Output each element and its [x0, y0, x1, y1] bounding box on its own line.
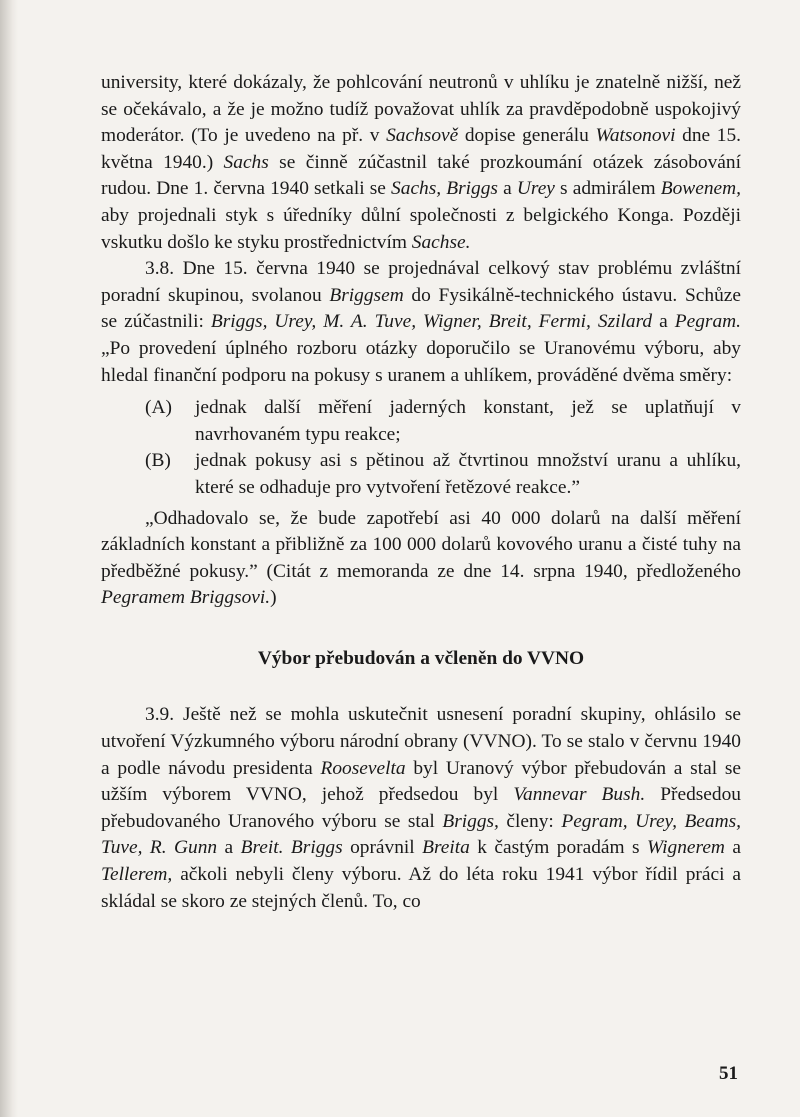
text-run: s admirálem [554, 178, 661, 200]
name-run: Sachs [223, 151, 269, 173]
name-run: Vannevar Bush. [513, 784, 646, 806]
name-run: Tellerem, [101, 864, 173, 886]
name-run: Roosevelta [320, 757, 406, 779]
text-run: a [652, 311, 675, 333]
name-run: Breit. Briggs [240, 837, 343, 859]
text-run: Předsedou přebudovaného Uranového výboru se stal [101, 784, 741, 832]
text-run: aby projednali styk s úředníky důlní společnosti z belgického Konga. Později vskutku došlo ke styku prostřednictvím [101, 204, 741, 253]
name-run: Pegram. [674, 311, 741, 333]
name-run: Bowenem, [660, 178, 741, 200]
list-marker: (A) [145, 397, 172, 419]
text-run: a [497, 178, 517, 200]
paragraph-1 [101, 70, 741, 256]
text-run: dopise generálu [458, 125, 596, 147]
text-run: a [217, 837, 241, 859]
text-run: oprávnil [342, 837, 423, 859]
text-run: „Odhadovalo se, že bude zapotřebí asi 40 000 dolarů na další měření základních konstant a přibližně za 100 000 dolarů kovového uranu a čisté tuhy na předběžné pokusy.” (Citát z memoranda ze dne 14. srpna 1940, předloženého [101, 507, 741, 582]
name-run: Sachsově [386, 125, 459, 147]
text-run: do Fysikálně-technického ústavu. Schůze se zúčastnili: [101, 284, 741, 333]
page-edge-shadow [0, 0, 18, 1117]
paragraph-2 [101, 256, 741, 389]
name-run: Watsonovi [595, 125, 676, 147]
text-run: „Po provedení úplného rozboru otázky doporučilo se Uranovému výboru, aby hledal finanční podporu na pokusy s uranem a uhlíkem, prováděné dvěma směry: [101, 337, 741, 386]
text-run: 3.8. Dne 15. června 1940 se projednával celkový stav problému zvláštní poradní skupinou, svolanou [101, 258, 741, 306]
text-run: dne 15. května 1940.) [101, 125, 742, 173]
name-run: Pegramem Briggsovi. [101, 587, 271, 609]
name-run: Pegram, Urey, Beams, Tuve, R. Gunn [101, 810, 741, 859]
list-item [101, 395, 741, 448]
list-item [101, 448, 741, 501]
name-run: Urey [516, 178, 555, 200]
name-run: Briggsem [329, 284, 404, 306]
list-text: jednak další měření jaderných konstant, jež se uplatňují v navrhovaném typu reakce; [195, 397, 741, 445]
name-run: Sachse. [411, 231, 471, 253]
page-number: 51 [719, 1063, 738, 1084]
text-run: 3.9. Ještě než se mohla uskutečnit usnesení poradní skupiny, ohlásilo se utvoření Výzkumného výboru národní obrany (VVNO). To se stalo v červnu 1940 a podle návodu presidenta [101, 704, 741, 779]
text-run: se činně zúčastnil také prozkoumání otázek zásobování rudou. Dne 1. června 1940 setkali se [101, 151, 741, 200]
paragraph-3 [101, 506, 741, 612]
text-run: členy: [498, 810, 562, 832]
text-run: university, které dokázaly, že pohlcování neutronů v uhlíku je znatelně nižší, než se očekávalo, a že je možno tudíž považovat uhlík za pravděpodobně uspokojivý moderátor. (To je uvedeno na př. v [101, 72, 741, 147]
name-run: Breita [422, 837, 470, 859]
section-heading: Výbor přebudován a včleněn do VVNO [257, 647, 585, 669]
name-run: Sachs, Briggs [391, 178, 498, 200]
text-run: ) [270, 587, 277, 609]
page-text [101, 70, 741, 915]
name-run: Briggs, [442, 810, 499, 832]
proposal-list [101, 395, 741, 501]
text-run: ačkoli nebyli členy výboru. Až do léta roku 1941 výbor řídil práci a skládal se skoro ze stejných členů. To, co [101, 864, 741, 912]
name-run: Briggs, Urey, M. A. Tuve, Wigner, Breit, Fermi, Szilard [210, 311, 653, 333]
text-run: a [724, 837, 741, 859]
name-run: Wignerem [647, 837, 725, 859]
list-text: jednak pokusy asi s pětinou až čtvrtinou množství uranu a uhlíku, které se odhaduje pro vytvoření řetězové reakce.” [195, 450, 741, 498]
list-marker: (B) [145, 450, 171, 472]
paragraph-4 [101, 702, 741, 915]
text-run: byl Uranový výbor přebudován a stal se užším výborem VVNO, jehož předsedou byl [101, 757, 741, 806]
text-run: k častým poradám s [469, 837, 648, 859]
